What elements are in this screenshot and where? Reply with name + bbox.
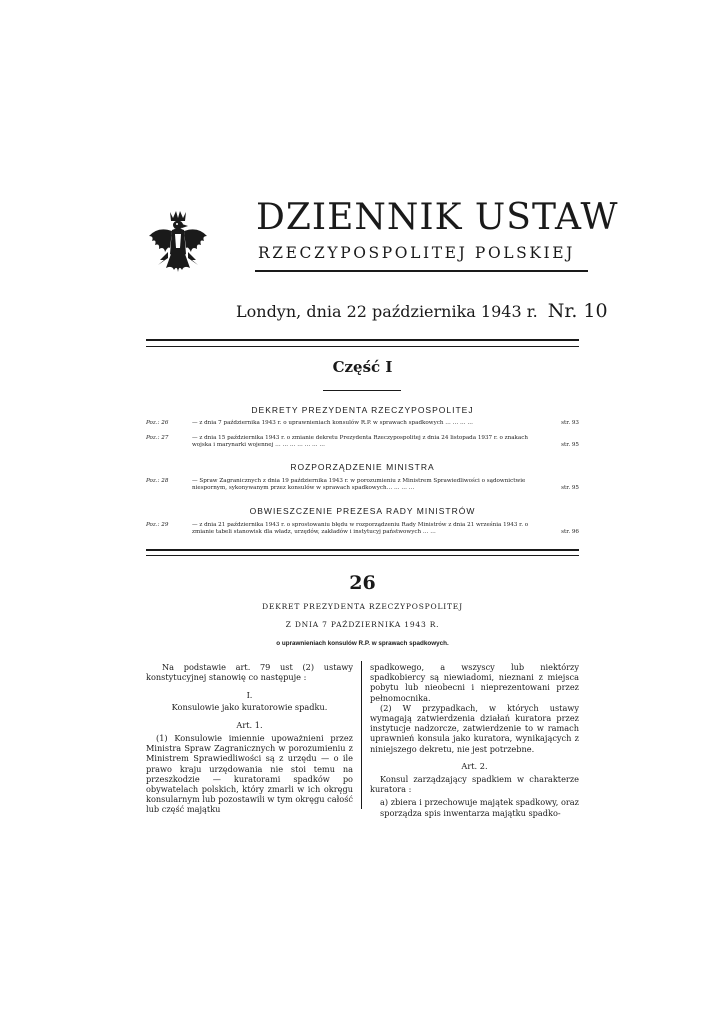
chapter-title: Konsulowie jako kuratorowie spadku. xyxy=(171,701,328,712)
toc-entry-text: — z dnia 21 października 1943 r. o sprostowaniu błędu w rozporządzeniu Rady Ministrów z dnia 21 września 1943 r. o zmianie tabeli stanowisk dla władz, urzędów, zakładów i instytucyj państwowych … … xyxy=(192,522,529,535)
article-heading: Art. 2. xyxy=(461,760,488,771)
preamble: Na podstawie art. 79 ust (2) ustawy konstytucyjnej stanowię co następuje : xyxy=(146,662,353,683)
article-body: (1) Konsulowie imiennie upoważnieni przez Ministra Spraw Zagranicznych w porozumieniu z Ministrem Sprawiedliwości są z urzędu — o ile prawo kraju urzędowania nie stoi temu na przeszkodzie — kuratorami spadków po obywatelach polskich, który zmarli w ich okręgu konsularnym lub pozostawili w tym okręgu całość lub część majątku xyxy=(146,733,353,815)
header-double-rule xyxy=(146,339,579,347)
left-column xyxy=(146,662,353,815)
journal-title: DZIENNIK USTAW xyxy=(256,197,619,238)
toc-entry xyxy=(146,420,579,428)
toc-entry-page: str. 95 xyxy=(561,442,579,448)
toc-entry-text: — Spraw Zagranicznych z dnia 19 października 1943 r. w porozumieniu z Ministrem Sprawiedliwości o sądownictwie niespornym, sykonywanym przez konsulów w sprawach spadkowych… … … … xyxy=(192,478,526,491)
document-number: 26 xyxy=(349,572,376,594)
chapter-number: I. xyxy=(246,690,253,701)
toc-entry-position: Poz.: 28 xyxy=(146,478,169,484)
toc-decrees-heading: DEKRETY PREZYDENTA RZECZYPOSPOLITEJ xyxy=(251,405,474,415)
paragraph: (2) W przypadkach, w których ustawy wymagają zatwierdzenia działań kuratora przez instytucje nadzorcze, zatwierdzenie to w ramach uprawnień konsula jako kuratora, wynikających z niniejszego dekretu, nie jest potrzebne. xyxy=(370,702,579,754)
title-underline xyxy=(255,270,588,272)
issue-line xyxy=(236,300,608,322)
toc-entry-position: Poz.: 26 xyxy=(146,420,169,426)
toc-entry-position: Poz.: 27 xyxy=(146,435,169,441)
right-column xyxy=(370,662,579,818)
toc-entry xyxy=(146,435,579,450)
toc-entry xyxy=(146,522,579,537)
toc-entry xyxy=(146,478,579,493)
paragraph: spadkowego, a wszyscy lub niektórzy spadkobiercy są niewiadomi, nieznani z miejsca pobytu lub nieobecni i nieprezentowani przez pełnomocnika. xyxy=(370,662,579,703)
issue-date: Londyn, dnia 22 października 1943 r. xyxy=(236,302,538,321)
toc-entry-page: str. 96 xyxy=(561,529,579,535)
column-divider xyxy=(361,661,362,809)
journal-subtitle: RZECZYPOSPOLITEJ POLSKIEJ xyxy=(258,244,575,262)
paragraph: Konsul zarządzający spadkiem w charakterze kuratora : xyxy=(370,774,579,795)
toc-entry-page: str. 95 xyxy=(561,485,579,491)
issue-number: Nr. 10 xyxy=(547,300,608,322)
paragraph: a) zbiera i przechowuje majątek spadkowy, oraz sporządza spis inwentarza majątku spadko- xyxy=(380,797,579,818)
toc-entry-text: — z dnia 15 października 1943 r. o zmianie dekretu Prezydenta Rzeczypospolitej z dnia 24 listopada 1937 r. o znakach wojska i marynarki wojennej … … … … … … … xyxy=(192,435,528,448)
toc-entry-page: str. 93 xyxy=(561,420,579,426)
toc-double-rule xyxy=(146,549,579,556)
toc-ministry-heading: ROZPORZĄDZENIE MINISTRA xyxy=(290,462,435,472)
document-subject: o uprawnieniach konsulów R.P. w sprawach spadkowych. xyxy=(276,640,449,647)
document-heading: DEKRET PREZYDENTA RZECZYPOSPOLITEJ xyxy=(262,602,463,611)
toc-entry-text: — z dnia 7 października 1943 r. o uprawnieniach konsulów R.P. w sprawach spadkowych … … … … xyxy=(192,420,473,426)
toc-notice-heading: OBWIESZCZENIE PREZESA RADY MINISTRÓW xyxy=(249,506,476,516)
polish-eagle-emblem xyxy=(146,208,210,280)
toc-entry-position: Poz.: 29 xyxy=(146,522,169,528)
part-title: Część I xyxy=(332,358,393,376)
document-date: Z DNIA 7 PAŹDZIERNIKA 1943 R. xyxy=(285,620,440,629)
article-heading: Art. 1. xyxy=(236,719,263,730)
part-title-rule xyxy=(323,390,401,391)
